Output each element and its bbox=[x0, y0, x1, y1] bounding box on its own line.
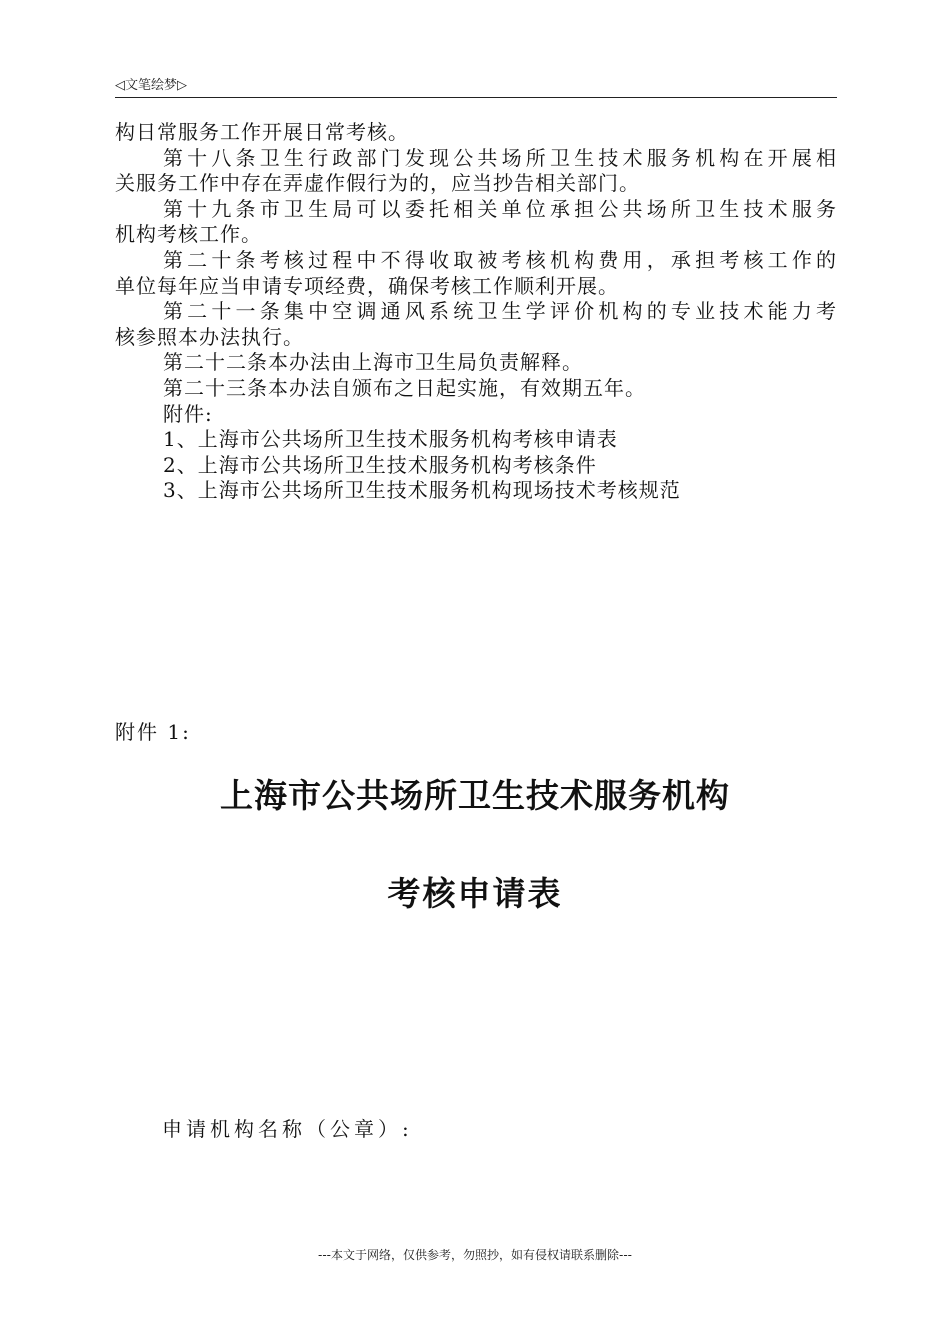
body-line: 单位每年应当申请专项经费，确保考核工作顺利开展。 bbox=[115, 273, 619, 298]
page-footer: ---本文于网络，仅供参考，勿照抄，如有侵权请联系删除--- bbox=[318, 1248, 632, 1262]
body-line: 机构考核工作。 bbox=[115, 222, 262, 247]
applicant-name-label: 申请机构名称（公章）: bbox=[162, 1117, 413, 1141]
form-title-line1: 上海市公共场所卫生技术服务机构 bbox=[220, 776, 730, 815]
page-header: ◁文笔绘梦▷ bbox=[115, 78, 187, 93]
body-line: 第十九条市卫生局可以委托相关单位承担公共场所卫生技术服务 bbox=[163, 196, 837, 221]
document-body bbox=[115, 120, 837, 504]
attachment-list-item: 3、上海市公共场所卫生技术服务机构现场技术考核规范 bbox=[163, 478, 681, 503]
body-line: 第二十条考核过程中不得收取被考核机构费用，承担考核工作的 bbox=[163, 247, 837, 272]
form-title-line2: 考核申请表 bbox=[387, 874, 563, 913]
attachment-list-item: 1、上海市公共场所卫生技术服务机构考核申请表 bbox=[163, 427, 618, 452]
body-line: 附件: bbox=[163, 401, 213, 426]
body-line: 第二十三条本办法自颁布之日起实施，有效期五年。 bbox=[163, 375, 646, 400]
attachment-list-item: 2、上海市公共场所卫生技术服务机构考核条件 bbox=[163, 452, 597, 477]
body-line: 核参照本办法执行。 bbox=[115, 324, 304, 349]
body-line: 第二十二条本办法由上海市卫生局负责解释。 bbox=[163, 350, 583, 375]
body-line: 关服务工作中存在弄虚作假行为的，应当抄告相关部门。 bbox=[115, 171, 640, 196]
body-line: 第十八条卫生行政部门发现公共场所卫生技术服务机构在开展相 bbox=[163, 145, 837, 170]
body-line: 第二十一条集中空调通风系统卫生学评价机构的专业技术能力考 bbox=[163, 299, 837, 324]
header-divider bbox=[115, 97, 837, 98]
body-line: 构日常服务工作开展日常考核。 bbox=[115, 120, 409, 144]
attachment-label: 附件 1: bbox=[115, 720, 191, 744]
